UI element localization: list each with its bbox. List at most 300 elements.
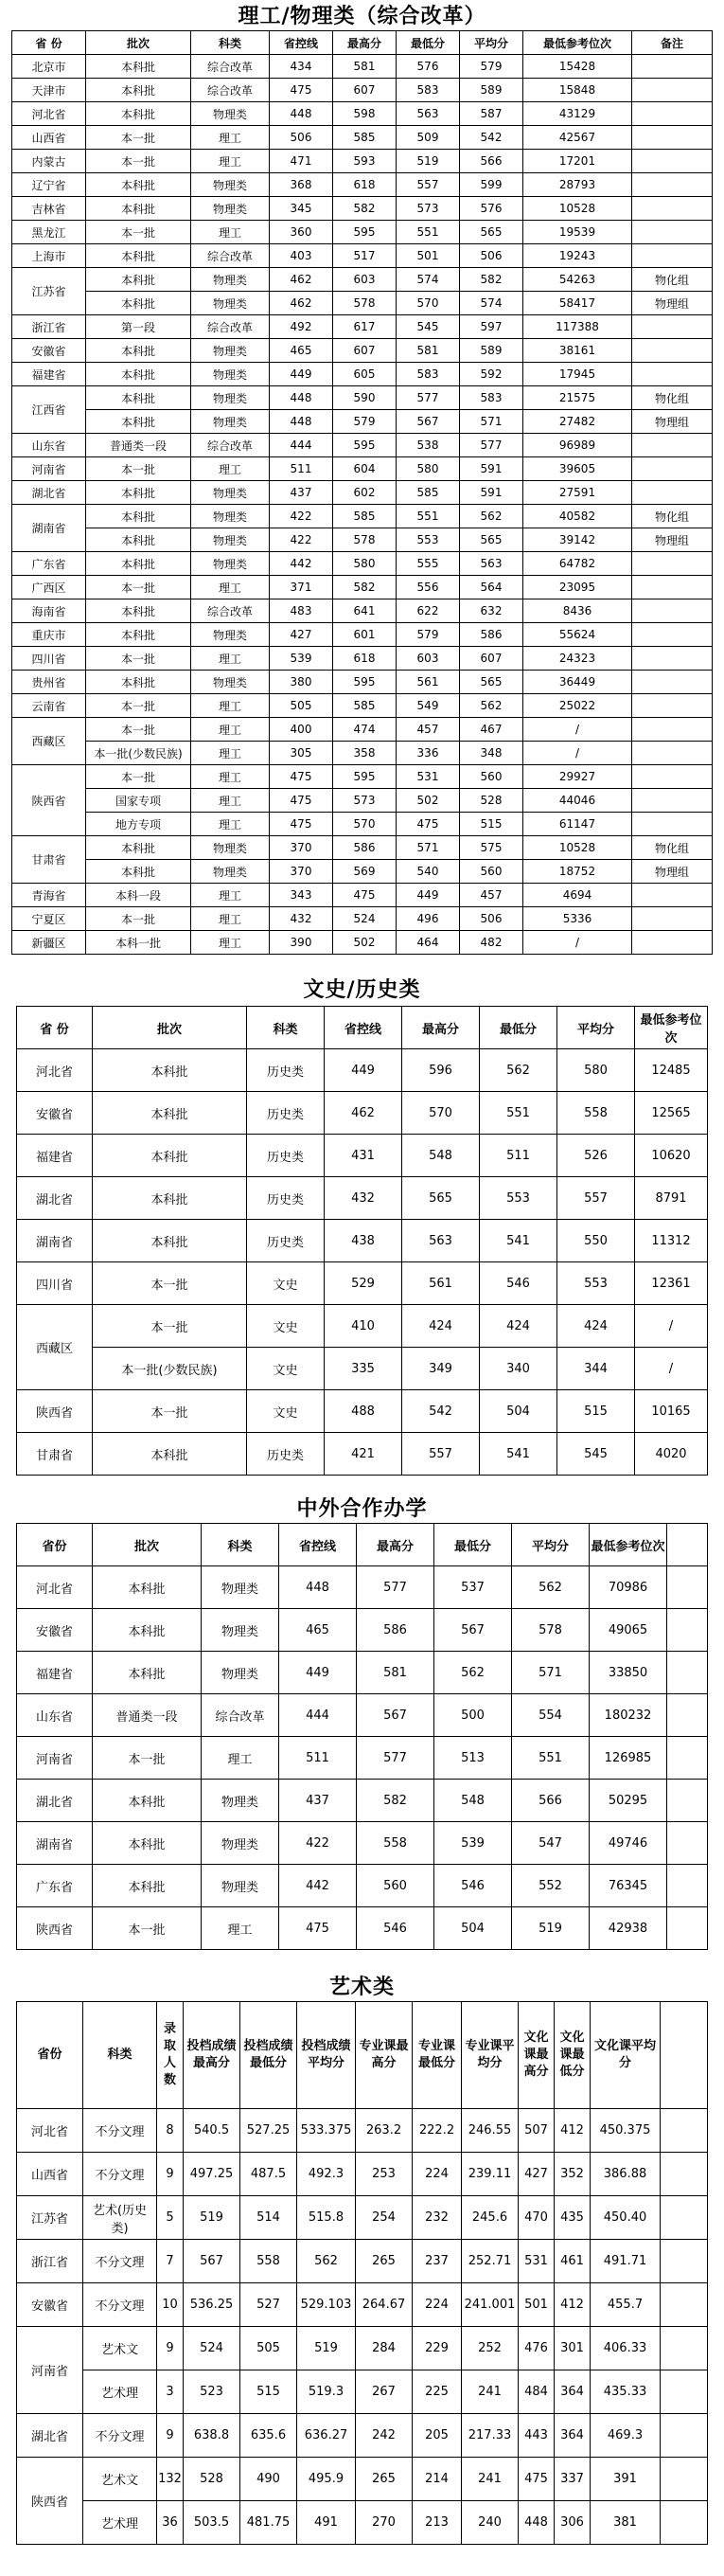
table-cell: 551 [397, 505, 460, 528]
table-row [12, 221, 713, 244]
table-row [12, 576, 713, 599]
table-cell: 物理类 [202, 1652, 279, 1694]
table-cell: 历史类 [247, 1220, 325, 1262]
table-cell: 422 [270, 505, 333, 528]
table-cell: 370 [270, 860, 333, 884]
table-cell: 563 [397, 102, 460, 126]
table-cell: 601 [333, 623, 397, 647]
table-cell: 514 [240, 2196, 297, 2240]
table-cell: 物理类 [202, 1609, 279, 1652]
table-cell: 469.3 [591, 2414, 661, 2458]
blank-cell [667, 1865, 708, 1907]
table-row [12, 79, 713, 102]
province-cell: 陕西省 [17, 1907, 93, 1950]
table-cell: 617 [333, 315, 397, 339]
table-row [17, 1262, 708, 1305]
table-cell: 物理类 [202, 1865, 279, 1907]
table-cell: 246.55 [462, 2109, 519, 2153]
table-cell: 577 [460, 434, 523, 457]
table-row [12, 742, 713, 765]
table-cell: 15848 [523, 79, 632, 102]
column-header: 省控线 [325, 1007, 402, 1049]
table-cell: 267 [356, 2370, 413, 2414]
blank-cell [661, 2240, 708, 2283]
table-cell: 5336 [523, 907, 632, 931]
table-cell: 理工 [202, 1737, 279, 1780]
table-cell: 本科批 [86, 623, 191, 647]
table-cell: 581 [357, 1652, 434, 1694]
table-cell [632, 907, 713, 931]
table-cell: 457 [397, 718, 460, 742]
table-cell: 352 [555, 2153, 591, 2196]
table-row [12, 623, 713, 647]
table-cell: 253 [356, 2153, 413, 2196]
table-cell: 571 [512, 1652, 590, 1694]
column-header-blank [667, 1524, 708, 1566]
table-cell: 本科批 [86, 197, 191, 221]
table-cell: 475 [270, 789, 333, 813]
column-header: 科类 [202, 1524, 279, 1566]
table-cell: 7 [157, 2240, 184, 2283]
table-row [12, 244, 713, 268]
table-cell: 438 [325, 1220, 402, 1262]
table-cell: 563 [402, 1220, 480, 1262]
table-cell: 565 [460, 528, 523, 552]
column-header: 最高分 [402, 1007, 480, 1049]
table-cell: 553 [480, 1177, 557, 1220]
table-cell: 历史类 [247, 1433, 325, 1476]
table-cell: 理工 [191, 931, 270, 955]
table-cell: 本一批 [86, 907, 191, 931]
table-cell: 15428 [523, 55, 632, 79]
table-cell: 566 [512, 1780, 590, 1822]
table-cell: 3 [157, 2370, 184, 2414]
table-cell: 物理类 [191, 173, 270, 197]
table-cell: 历史类 [247, 1049, 325, 1092]
table-cell: 590 [333, 386, 397, 410]
table-cell: 337 [555, 2458, 591, 2501]
province-cell: 吉林省 [12, 197, 86, 221]
table-cell: 58417 [523, 292, 632, 315]
table-cell: 综合改革 [191, 599, 270, 623]
table-cell: 225 [413, 2370, 462, 2414]
table-cell: 552 [512, 1865, 590, 1907]
table-cell: 9 [157, 2327, 184, 2370]
table-cell: / [523, 742, 632, 765]
table-cell: 艺术理 [83, 2370, 157, 2414]
table-cell: 344 [557, 1348, 635, 1390]
table-cell: 519 [184, 2196, 240, 2240]
blank-cell [661, 2458, 708, 2501]
table-row [17, 1092, 708, 1135]
table-row [12, 907, 713, 931]
province-cell: 青海省 [12, 884, 86, 907]
table-row [17, 1390, 708, 1433]
table-cell: 636.27 [297, 2414, 356, 2458]
province-cell: 辽宁省 [12, 173, 86, 197]
table-cell: 本科批 [93, 1609, 202, 1652]
table-cell: 449 [325, 1049, 402, 1092]
table-cell: 综合改革 [191, 79, 270, 102]
table-cell: 5 [157, 2196, 184, 2240]
table-row [17, 2370, 708, 2414]
table-cell: 555 [397, 552, 460, 576]
table-cell: 33850 [590, 1652, 667, 1694]
table-cell: 497.25 [184, 2153, 240, 2196]
table-cell: 217.33 [462, 2414, 519, 2458]
table-cell: 481.75 [240, 2501, 297, 2545]
table-cell: 19243 [523, 244, 632, 268]
column-header: 平均分 [512, 1524, 590, 1566]
table-cell [632, 623, 713, 647]
table-cell: 本科批 [93, 1652, 202, 1694]
table-cell [632, 197, 713, 221]
table-cell: 物理类 [191, 363, 270, 386]
table-cell: 本科批 [86, 671, 191, 694]
province-cell: 北京市 [12, 55, 86, 79]
table-cell: 24323 [523, 647, 632, 671]
table-cell [632, 789, 713, 813]
table-cell: 526 [557, 1135, 635, 1177]
column-header: 省控线 [270, 31, 333, 55]
province-cell: 西藏区 [17, 1305, 93, 1390]
table-cell: 579 [460, 55, 523, 79]
province-cell: 海南省 [12, 599, 86, 623]
table-cell: 301 [555, 2327, 591, 2370]
table-cell: 562 [460, 694, 523, 718]
table-cell: 综合改革 [191, 315, 270, 339]
table-cell: 412 [555, 2283, 591, 2327]
table-cell: 综合改革 [202, 1694, 279, 1737]
table-cell: 560 [357, 1865, 434, 1907]
table-cell: 284 [356, 2327, 413, 2370]
table-row [17, 1433, 708, 1476]
province-cell: 山西省 [12, 126, 86, 150]
table-cell [632, 647, 713, 671]
table-cell: 434 [270, 55, 333, 79]
table-cell: 214 [413, 2458, 462, 2501]
table-cell: 11312 [635, 1220, 708, 1262]
table-cell: 592 [460, 363, 523, 386]
table-cell: 507 [519, 2109, 555, 2153]
table-cell: 422 [279, 1822, 357, 1865]
table-cell: 343 [270, 884, 333, 907]
table-cell: 558 [357, 1822, 434, 1865]
province-cell: 重庆市 [12, 623, 86, 647]
table-cell [632, 765, 713, 789]
province-cell: 西藏区 [12, 718, 86, 765]
province-cell: 福建省 [17, 1652, 93, 1694]
table-cell: 558 [240, 2240, 297, 2283]
table-cell: 638.8 [184, 2414, 240, 2458]
table-cell: 本科批 [93, 1433, 247, 1476]
table-row [17, 1780, 708, 1822]
table-cell: 553 [397, 528, 460, 552]
table-row [17, 2501, 708, 2545]
table-cell: 242 [356, 2414, 413, 2458]
column-header: 科类 [83, 2002, 157, 2109]
table-cell: 551 [512, 1737, 590, 1780]
province-cell: 广西区 [12, 576, 86, 599]
table-cell: 本科批 [86, 481, 191, 505]
table-cell: 545 [397, 315, 460, 339]
province-cell: 湖北省 [12, 481, 86, 505]
table-row [17, 1737, 708, 1780]
column-header: 备注 [632, 31, 713, 55]
table-cell: 462 [270, 268, 333, 292]
table-row [17, 2283, 708, 2327]
province-cell: 安徽省 [17, 2283, 83, 2327]
table-cell: 241.001 [462, 2283, 519, 2327]
table-cell: 本一批 [86, 765, 191, 789]
table-cell: 449 [279, 1652, 357, 1694]
column-header: 投档成绩平均分 [297, 2002, 356, 2109]
table-cell: 物理类 [191, 552, 270, 576]
table-cell: 562 [297, 2240, 356, 2283]
table-cell: 467 [460, 718, 523, 742]
table-cell: 本科批 [86, 79, 191, 102]
column-header: 最高分 [357, 1524, 434, 1566]
table-cell: 570 [402, 1092, 480, 1135]
table-cell [632, 457, 713, 481]
table-cell: 物理类 [191, 671, 270, 694]
table-cell: 本科一段 [86, 884, 191, 907]
table-cell: 物理类 [191, 268, 270, 292]
table-cell: 205 [413, 2414, 462, 2458]
table-cell: 文史 [247, 1348, 325, 1390]
table-cell: 548 [402, 1135, 480, 1177]
table-cell: 591 [460, 457, 523, 481]
table-cell: 567 [357, 1694, 434, 1737]
table-cell: 465 [279, 1609, 357, 1652]
table-cell: 546 [357, 1907, 434, 1950]
table-cell: 本科批 [93, 1780, 202, 1822]
table-cell: 本一批 [86, 647, 191, 671]
table-cell: 556 [397, 576, 460, 599]
province-cell: 湖北省 [17, 1177, 93, 1220]
province-cell: 宁夏区 [12, 907, 86, 931]
table-cell: 577 [357, 1566, 434, 1609]
table-cell: 理工 [191, 221, 270, 244]
column-header: 最低分 [397, 31, 460, 55]
table-cell: 本科批 [86, 292, 191, 315]
table-cell: 17945 [523, 363, 632, 386]
table-cell: 12361 [635, 1262, 708, 1305]
province-cell: 江西省 [12, 386, 86, 434]
table-row [12, 694, 713, 718]
table-cell: 本科批 [86, 505, 191, 528]
table-cell: 589 [460, 339, 523, 363]
table-cell: 553 [557, 1262, 635, 1305]
province-cell: 云南省 [12, 694, 86, 718]
table-cell: 546 [480, 1262, 557, 1305]
table-cell: 632 [460, 599, 523, 623]
table-cell: 442 [270, 552, 333, 576]
table-row [17, 2240, 708, 2283]
table-cell: 444 [270, 434, 333, 457]
table-cell: 586 [333, 836, 397, 860]
table-cell: 545 [557, 1433, 635, 1476]
column-header: 省份 [17, 1524, 93, 1566]
table-cell: 583 [397, 79, 460, 102]
table-cell: 571 [397, 836, 460, 860]
table-cell: 117388 [523, 315, 632, 339]
table-cell: 506 [460, 907, 523, 931]
blank-cell [667, 1609, 708, 1652]
province-cell: 浙江省 [12, 315, 86, 339]
table-cell: 物化组 [632, 505, 713, 528]
table-cell: 39605 [523, 457, 632, 481]
table-cell: 本一批(少数民族) [93, 1348, 247, 1390]
table-cell: 515 [557, 1390, 635, 1433]
table-row [12, 197, 713, 221]
province-cell: 广东省 [12, 552, 86, 576]
table-cell: 565 [402, 1177, 480, 1220]
table-cell: 449 [270, 363, 333, 386]
table-cell: 艺术理 [83, 2501, 157, 2545]
table-cell: 本一批 [93, 1907, 202, 1950]
table-cell: 567 [397, 410, 460, 434]
table-cell: 541 [480, 1220, 557, 1262]
table-cell: 578 [333, 528, 397, 552]
table-row [17, 1865, 708, 1907]
table-cell: 574 [460, 292, 523, 315]
table-row [17, 1609, 708, 1652]
table-cell: 237 [413, 2240, 462, 2283]
table-cell: 475 [397, 813, 460, 836]
table-cell [632, 742, 713, 765]
column-header: 批次 [93, 1007, 247, 1049]
blank-cell [667, 1822, 708, 1865]
table-cell: 475 [333, 884, 397, 907]
table-cell: 437 [270, 481, 333, 505]
table-cell: 464 [397, 931, 460, 955]
table-cell: 物理组 [632, 292, 713, 315]
province-cell: 黑龙江 [12, 221, 86, 244]
section-title-science: 理工/物理类（综合改革） [238, 4, 486, 28]
table-cell: 527.25 [240, 2109, 297, 2153]
table-cell: 410 [325, 1305, 402, 1348]
table-cell [632, 552, 713, 576]
table-cell [632, 150, 713, 173]
table-row [17, 1135, 708, 1177]
table-cell: 641 [333, 599, 397, 623]
table-cell: 444 [279, 1694, 357, 1737]
table-cell: 368 [270, 173, 333, 197]
table-cell: 17201 [523, 150, 632, 173]
table-cell: 理工 [191, 742, 270, 765]
table-cell: 254 [356, 2196, 413, 2240]
table-cell: 448 [270, 410, 333, 434]
section-title-joint-program: 中外合作办学 [296, 1496, 428, 1521]
table-cell: 本科批 [86, 599, 191, 623]
table-cell: 391 [591, 2458, 661, 2501]
column-header: 专业课最高分 [356, 2002, 413, 2109]
table-cell: 历史类 [247, 1135, 325, 1177]
table-cell: 艺术(历史类) [83, 2196, 157, 2240]
blank-cell [667, 1652, 708, 1694]
table-cell: 519.3 [297, 2370, 356, 2414]
table-cell: 4694 [523, 884, 632, 907]
table-cell: 562 [512, 1566, 590, 1609]
table-cell: 40582 [523, 505, 632, 528]
blank-cell [667, 1780, 708, 1822]
table-row [12, 268, 713, 292]
table-cell: 物理类 [191, 860, 270, 884]
column-header: 省 份 [17, 1007, 93, 1049]
table-cell: 270 [356, 2501, 413, 2545]
table-cell: 475 [279, 1907, 357, 1950]
province-cell: 福建省 [17, 1135, 93, 1177]
table-header-row [17, 1007, 708, 1049]
province-cell: 贵州省 [12, 671, 86, 694]
blank-cell [661, 2501, 708, 2545]
column-header: 最低参考位次 [635, 1007, 708, 1049]
table-cell: 540.5 [184, 2109, 240, 2153]
province-cell: 上海市 [12, 244, 86, 268]
table-row [12, 884, 713, 907]
table-cell: 561 [397, 671, 460, 694]
table-cell: 448 [270, 102, 333, 126]
province-cell: 湖南省 [17, 1822, 93, 1865]
table-cell: 564 [460, 576, 523, 599]
table-row [12, 292, 713, 315]
province-cell: 陕西省 [17, 2458, 83, 2545]
table-cell: 物理组 [632, 528, 713, 552]
table-cell: 505 [270, 694, 333, 718]
table-cell: 607 [333, 339, 397, 363]
table-row [12, 150, 713, 173]
table-cell: 541 [480, 1433, 557, 1476]
table-cell: 理工 [191, 126, 270, 150]
table-cell: 549 [397, 694, 460, 718]
table-cell: 222.2 [413, 2109, 462, 2153]
table-cell: 本一批 [93, 1305, 247, 1348]
table-cell: 245.6 [462, 2196, 519, 2240]
table-cell: 物理类 [191, 197, 270, 221]
table-cell: 10528 [523, 836, 632, 860]
table-cell: 4020 [635, 1433, 708, 1476]
table-cell: 本科一批 [86, 931, 191, 955]
blank-cell [667, 1566, 708, 1609]
table-cell: 不分文理 [83, 2153, 157, 2196]
table-cell: 物理类 [191, 386, 270, 410]
blank-cell [661, 2283, 708, 2327]
table-cell: 理工 [191, 718, 270, 742]
table-cell [632, 481, 713, 505]
table-cell: / [635, 1348, 708, 1390]
table-cell [632, 718, 713, 742]
table-cell: 本科批 [86, 55, 191, 79]
table-cell: 562 [460, 505, 523, 528]
table-cell: 461 [555, 2240, 591, 2283]
table-cell: 物理类 [191, 102, 270, 126]
table-cell [632, 884, 713, 907]
table-cell: 本科批 [86, 173, 191, 197]
table-cell: 586 [357, 1609, 434, 1652]
table-cell [632, 434, 713, 457]
table-row [17, 2109, 708, 2153]
table-row [17, 1348, 708, 1390]
table-cell: 585 [333, 126, 397, 150]
table-cell: 581 [333, 55, 397, 79]
table-cell: 文史 [247, 1305, 325, 1348]
table-cell: 49746 [590, 1822, 667, 1865]
table-cell: 618 [333, 647, 397, 671]
table-cell: 综合改革 [191, 244, 270, 268]
table-cell: 物理类 [191, 339, 270, 363]
table-cell: 物理类 [202, 1822, 279, 1865]
